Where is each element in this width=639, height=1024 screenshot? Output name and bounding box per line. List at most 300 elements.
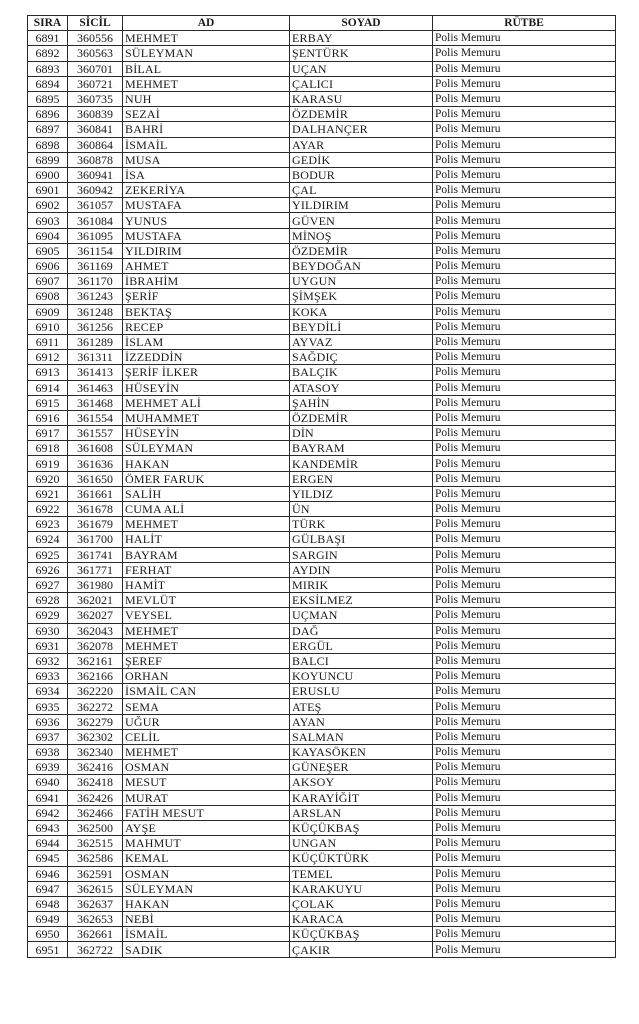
cell-sira: 6919	[28, 456, 68, 471]
cell-ad: HAKAN	[123, 456, 290, 471]
cell-sicil: 361700	[68, 532, 123, 547]
cell-sira: 6950	[28, 927, 68, 942]
cell-sicil: 361095	[68, 228, 123, 243]
cell-rutbe: Polis Memuru	[433, 760, 616, 775]
cell-soyad: ERBAY	[290, 31, 433, 46]
table-row	[28, 547, 616, 562]
cell-ad: İBRAHİM	[123, 274, 290, 289]
table-row	[28, 820, 616, 835]
cell-sicil: 362653	[68, 912, 123, 927]
cell-rutbe: Polis Memuru	[433, 699, 616, 714]
cell-soyad: ERUSLU	[290, 684, 433, 699]
cell-sira: 6915	[28, 395, 68, 410]
cell-sicil: 361678	[68, 502, 123, 517]
cell-sicil: 362500	[68, 820, 123, 835]
cell-soyad: ŞAHİN	[290, 395, 433, 410]
cell-ad: MEHMET ALİ	[123, 395, 290, 410]
cell-sira: 6907	[28, 274, 68, 289]
cell-soyad: UÇAN	[290, 61, 433, 76]
cell-rutbe: Polis Memuru	[433, 775, 616, 790]
cell-sicil: 360841	[68, 122, 123, 137]
cell-soyad: DALHANÇER	[290, 122, 433, 137]
cell-sira: 6898	[28, 137, 68, 152]
cell-sicil: 362661	[68, 927, 123, 942]
cell-sira: 6912	[28, 350, 68, 365]
cell-sicil: 362027	[68, 608, 123, 623]
cell-sira: 6910	[28, 319, 68, 334]
cell-sicil: 360878	[68, 152, 123, 167]
cell-sicil: 361311	[68, 350, 123, 365]
cell-sicil: 360941	[68, 167, 123, 182]
table-row	[28, 593, 616, 608]
cell-sira: 6911	[28, 334, 68, 349]
cell-sicil: 361057	[68, 198, 123, 213]
table-row	[28, 243, 616, 258]
cell-sira: 6941	[28, 790, 68, 805]
table-row	[28, 471, 616, 486]
cell-rutbe: Polis Memuru	[433, 653, 616, 668]
cell-sira: 6935	[28, 699, 68, 714]
cell-sira: 6903	[28, 213, 68, 228]
cell-rutbe: Polis Memuru	[433, 289, 616, 304]
cell-soyad: ÇAL	[290, 183, 433, 198]
cell-sira: 6921	[28, 486, 68, 501]
cell-rutbe: Polis Memuru	[433, 820, 616, 835]
cell-soyad: SARGIN	[290, 547, 433, 562]
cell-soyad: YILDIZ	[290, 486, 433, 501]
cell-ad: KEMAL	[123, 851, 290, 866]
table-row	[28, 562, 616, 577]
cell-soyad: ÜN	[290, 502, 433, 517]
table-row	[28, 881, 616, 896]
cell-soyad: ARSLAN	[290, 805, 433, 820]
cell-ad: ÖMER FARUK	[123, 471, 290, 486]
table-row	[28, 608, 616, 623]
cell-soyad: GÜNEŞER	[290, 760, 433, 775]
cell-ad: VEYSEL	[123, 608, 290, 623]
cell-sicil: 360721	[68, 76, 123, 91]
cell-rutbe: Polis Memuru	[433, 441, 616, 456]
cell-ad: SÜLEYMAN	[123, 441, 290, 456]
cell-sicil: 361289	[68, 334, 123, 349]
cell-rutbe: Polis Memuru	[433, 61, 616, 76]
cell-ad: MEVLÜT	[123, 593, 290, 608]
cell-sira: 6929	[28, 608, 68, 623]
cell-ad: FERHAT	[123, 562, 290, 577]
cell-ad: MEHMET	[123, 623, 290, 638]
cell-sicil: 362078	[68, 638, 123, 653]
cell-sicil: 360556	[68, 31, 123, 46]
cell-rutbe: Polis Memuru	[433, 836, 616, 851]
cell-rutbe: Polis Memuru	[433, 547, 616, 562]
cell-ad: YILDIRIM	[123, 243, 290, 258]
cell-ad: MUSA	[123, 152, 290, 167]
cell-rutbe: Polis Memuru	[433, 456, 616, 471]
cell-sira: 6927	[28, 577, 68, 592]
cell-sicil: 361468	[68, 395, 123, 410]
cell-ad: AYŞE	[123, 820, 290, 835]
table-row	[28, 623, 616, 638]
cell-ad: HÜSEYİN	[123, 380, 290, 395]
cell-ad: OSMAN	[123, 866, 290, 881]
cell-sira: 6917	[28, 426, 68, 441]
cell-ad: UĞUR	[123, 714, 290, 729]
cell-ad: BEKTAŞ	[123, 304, 290, 319]
cell-sicil: 362161	[68, 653, 123, 668]
cell-sira: 6923	[28, 517, 68, 532]
cell-rutbe: Polis Memuru	[433, 380, 616, 395]
cell-ad: HAMİT	[123, 577, 290, 592]
table-row	[28, 502, 616, 517]
cell-sira: 6925	[28, 547, 68, 562]
cell-soyad: ŞENTÜRK	[290, 46, 433, 61]
cell-sira: 6894	[28, 76, 68, 91]
cell-sicil: 361557	[68, 426, 123, 441]
cell-soyad: AYAN	[290, 714, 433, 729]
cell-sira: 6906	[28, 259, 68, 274]
cell-sira: 6909	[28, 304, 68, 319]
cell-soyad: ŞİMŞEK	[290, 289, 433, 304]
cell-soyad: AKSOY	[290, 775, 433, 790]
cell-ad: NUH	[123, 91, 290, 106]
cell-sira: 6924	[28, 532, 68, 547]
table-row	[28, 91, 616, 106]
cell-sira: 6946	[28, 866, 68, 881]
table-row	[28, 334, 616, 349]
table-row	[28, 653, 616, 668]
cell-soyad: UYGUN	[290, 274, 433, 289]
table-row	[28, 213, 616, 228]
cell-sicil: 361650	[68, 471, 123, 486]
cell-soyad: KAYASÖKEN	[290, 745, 433, 760]
table-row	[28, 198, 616, 213]
table-row	[28, 410, 616, 425]
table-row	[28, 775, 616, 790]
cell-sicil: 361636	[68, 456, 123, 471]
cell-ad: İSA	[123, 167, 290, 182]
cell-soyad: MİNOŞ	[290, 228, 433, 243]
table-row	[28, 684, 616, 699]
cell-rutbe: Polis Memuru	[433, 228, 616, 243]
table-row	[28, 517, 616, 532]
cell-ad: ŞERİF	[123, 289, 290, 304]
cell-rutbe: Polis Memuru	[433, 319, 616, 334]
cell-sira: 6951	[28, 942, 68, 957]
cell-soyad: YILDIRIM	[290, 198, 433, 213]
cell-sicil: 361154	[68, 243, 123, 258]
cell-sicil: 362043	[68, 623, 123, 638]
cell-rutbe: Polis Memuru	[433, 395, 616, 410]
cell-sira: 6926	[28, 562, 68, 577]
cell-ad: ŞERİF İLKER	[123, 365, 290, 380]
cell-rutbe: Polis Memuru	[433, 805, 616, 820]
cell-sicil: 361741	[68, 547, 123, 562]
cell-sicil: 362466	[68, 805, 123, 820]
cell-soyad: KANDEMİR	[290, 456, 433, 471]
cell-sira: 6943	[28, 820, 68, 835]
cell-soyad: GÜLBAŞI	[290, 532, 433, 547]
cell-rutbe: Polis Memuru	[433, 593, 616, 608]
table-row	[28, 46, 616, 61]
cell-sicil: 361256	[68, 319, 123, 334]
table-row	[28, 183, 616, 198]
cell-rutbe: Polis Memuru	[433, 137, 616, 152]
cell-rutbe: Polis Memuru	[433, 243, 616, 258]
cell-sira: 6949	[28, 912, 68, 927]
cell-rutbe: Polis Memuru	[433, 486, 616, 501]
header-sira: SIRA	[28, 16, 68, 31]
header-sicil: SİCİL	[68, 16, 123, 31]
cell-sicil: 360942	[68, 183, 123, 198]
table-row	[28, 486, 616, 501]
cell-sira: 6939	[28, 760, 68, 775]
cell-rutbe: Polis Memuru	[433, 669, 616, 684]
cell-rutbe: Polis Memuru	[433, 107, 616, 122]
cell-rutbe: Polis Memuru	[433, 638, 616, 653]
cell-soyad: KARACA	[290, 912, 433, 927]
table-body	[28, 31, 616, 957]
cell-rutbe: Polis Memuru	[433, 562, 616, 577]
cell-ad: MURAT	[123, 790, 290, 805]
cell-sira: 6947	[28, 881, 68, 896]
cell-rutbe: Polis Memuru	[433, 91, 616, 106]
cell-sicil: 362515	[68, 836, 123, 851]
cell-ad: NEBİ	[123, 912, 290, 927]
cell-sicil: 362586	[68, 851, 123, 866]
cell-sira: 6902	[28, 198, 68, 213]
cell-sicil: 361170	[68, 274, 123, 289]
cell-sira: 6905	[28, 243, 68, 258]
cell-ad: İSMAİL	[123, 137, 290, 152]
cell-rutbe: Polis Memuru	[433, 714, 616, 729]
cell-sira: 6920	[28, 471, 68, 486]
cell-sicil: 362426	[68, 790, 123, 805]
cell-rutbe: Polis Memuru	[433, 167, 616, 182]
cell-ad: CUMA ALİ	[123, 502, 290, 517]
cell-sicil: 361169	[68, 259, 123, 274]
cell-ad: MUSTAFA	[123, 228, 290, 243]
table-row	[28, 851, 616, 866]
cell-sicil: 361248	[68, 304, 123, 319]
cell-rutbe: Polis Memuru	[433, 334, 616, 349]
cell-sira: 6918	[28, 441, 68, 456]
table-row	[28, 942, 616, 957]
cell-soyad: ÖZDEMİR	[290, 107, 433, 122]
cell-rutbe: Polis Memuru	[433, 410, 616, 425]
cell-soyad: KARAYİĞİT	[290, 790, 433, 805]
table-row	[28, 441, 616, 456]
table-row	[28, 31, 616, 46]
cell-sicil: 360701	[68, 61, 123, 76]
cell-ad: ŞEREF	[123, 653, 290, 668]
cell-sicil: 361413	[68, 365, 123, 380]
cell-sicil: 362166	[68, 669, 123, 684]
cell-soyad: DİN	[290, 426, 433, 441]
cell-rutbe: Polis Memuru	[433, 152, 616, 167]
cell-soyad: BODUR	[290, 167, 433, 182]
cell-soyad: KÜÇÜKBAŞ	[290, 820, 433, 835]
table-row	[28, 638, 616, 653]
cell-sicil: 362279	[68, 714, 123, 729]
cell-ad: BAHRİ	[123, 122, 290, 137]
cell-rutbe: Polis Memuru	[433, 684, 616, 699]
cell-ad: MEHMET	[123, 31, 290, 46]
cell-ad: MEHMET	[123, 745, 290, 760]
cell-sira: 6936	[28, 714, 68, 729]
cell-ad: CELİL	[123, 729, 290, 744]
cell-ad: YUNUS	[123, 213, 290, 228]
document-page	[27, 15, 616, 958]
table-row	[28, 912, 616, 927]
table-row	[28, 319, 616, 334]
table-row	[28, 760, 616, 775]
cell-ad: HÜSEYİN	[123, 426, 290, 441]
cell-sicil: 362021	[68, 593, 123, 608]
cell-sira: 6892	[28, 46, 68, 61]
cell-ad: MUSTAFA	[123, 198, 290, 213]
table-row	[28, 365, 616, 380]
cell-rutbe: Polis Memuru	[433, 881, 616, 896]
cell-sicil: 362637	[68, 896, 123, 911]
table-row	[28, 836, 616, 851]
header-rutbe: RÜTBE	[433, 16, 616, 31]
cell-rutbe: Polis Memuru	[433, 608, 616, 623]
cell-sira: 6908	[28, 289, 68, 304]
cell-soyad: BEYDİLİ	[290, 319, 433, 334]
cell-ad: İSMAİL CAN	[123, 684, 290, 699]
table-row	[28, 745, 616, 760]
table-row	[28, 107, 616, 122]
cell-sira: 6932	[28, 653, 68, 668]
cell-ad: OSMAN	[123, 760, 290, 775]
cell-sira: 6896	[28, 107, 68, 122]
cell-ad: MESUT	[123, 775, 290, 790]
cell-ad: İZZEDDİN	[123, 350, 290, 365]
cell-sira: 6934	[28, 684, 68, 699]
cell-rutbe: Polis Memuru	[433, 350, 616, 365]
cell-soyad: ATEŞ	[290, 699, 433, 714]
table-row	[28, 714, 616, 729]
table-row	[28, 122, 616, 137]
cell-sira: 6948	[28, 896, 68, 911]
cell-ad: İSLAM	[123, 334, 290, 349]
cell-rutbe: Polis Memuru	[433, 274, 616, 289]
table-row	[28, 152, 616, 167]
cell-sicil: 360563	[68, 46, 123, 61]
table-header-row	[28, 16, 616, 31]
cell-soyad: TEMEL	[290, 866, 433, 881]
cell-sira: 6930	[28, 623, 68, 638]
cell-ad: SÜLEYMAN	[123, 46, 290, 61]
cell-soyad: MIRIK	[290, 577, 433, 592]
cell-rutbe: Polis Memuru	[433, 213, 616, 228]
cell-ad: İSMAİL	[123, 927, 290, 942]
cell-rutbe: Polis Memuru	[433, 942, 616, 957]
cell-sira: 6933	[28, 669, 68, 684]
cell-soyad: KARAKUYU	[290, 881, 433, 896]
cell-ad: FATİH MESUT	[123, 805, 290, 820]
cell-sira: 6945	[28, 851, 68, 866]
cell-sicil: 362302	[68, 729, 123, 744]
cell-sicil: 362340	[68, 745, 123, 760]
cell-sira: 6891	[28, 31, 68, 46]
cell-soyad: KOYUNCU	[290, 669, 433, 684]
cell-rutbe: Polis Memuru	[433, 183, 616, 198]
cell-rutbe: Polis Memuru	[433, 577, 616, 592]
table-row	[28, 350, 616, 365]
cell-ad: MEHMET	[123, 638, 290, 653]
cell-soyad: ÇOLAK	[290, 896, 433, 911]
cell-ad: ZEKERİYA	[123, 183, 290, 198]
cell-ad: MEHMET	[123, 517, 290, 532]
cell-ad: ORHAN	[123, 669, 290, 684]
cell-sicil: 361980	[68, 577, 123, 592]
cell-soyad: EKSİLMEZ	[290, 593, 433, 608]
table-row	[28, 426, 616, 441]
cell-rutbe: Polis Memuru	[433, 46, 616, 61]
cell-soyad: KÜÇÜKTÜRK	[290, 851, 433, 866]
cell-rutbe: Polis Memuru	[433, 259, 616, 274]
cell-ad: MAHMUT	[123, 836, 290, 851]
cell-sicil: 361243	[68, 289, 123, 304]
table-row	[28, 669, 616, 684]
cell-sira: 6922	[28, 502, 68, 517]
cell-sicil: 360839	[68, 107, 123, 122]
cell-soyad: ÖZDEMİR	[290, 243, 433, 258]
cell-rutbe: Polis Memuru	[433, 502, 616, 517]
cell-soyad: BAYRAM	[290, 441, 433, 456]
cell-sicil: 361679	[68, 517, 123, 532]
cell-sicil: 361463	[68, 380, 123, 395]
cell-rutbe: Polis Memuru	[433, 745, 616, 760]
table-row	[28, 274, 616, 289]
cell-rutbe: Polis Memuru	[433, 198, 616, 213]
table-row	[28, 896, 616, 911]
cell-rutbe: Polis Memuru	[433, 927, 616, 942]
cell-soyad: BALCI	[290, 653, 433, 668]
cell-ad: HAKAN	[123, 896, 290, 911]
cell-sira: 6897	[28, 122, 68, 137]
table-row	[28, 259, 616, 274]
cell-ad: SADIK	[123, 942, 290, 957]
cell-ad: MEHMET	[123, 76, 290, 91]
cell-sira: 6899	[28, 152, 68, 167]
cell-soyad: UNGAN	[290, 836, 433, 851]
cell-ad: HALİT	[123, 532, 290, 547]
cell-rutbe: Polis Memuru	[433, 729, 616, 744]
cell-sicil: 361554	[68, 410, 123, 425]
cell-rutbe: Polis Memuru	[433, 304, 616, 319]
table-row	[28, 927, 616, 942]
cell-sira: 6895	[28, 91, 68, 106]
cell-soyad: ERGEN	[290, 471, 433, 486]
cell-ad: BAYRAM	[123, 547, 290, 562]
cell-ad: MUHAMMET	[123, 410, 290, 425]
cell-sira: 6914	[28, 380, 68, 395]
cell-soyad: ATASOY	[290, 380, 433, 395]
table-row	[28, 532, 616, 547]
cell-rutbe: Polis Memuru	[433, 76, 616, 91]
cell-soyad: ÖZDEMİR	[290, 410, 433, 425]
cell-ad: SEMA	[123, 699, 290, 714]
cell-soyad: UÇMAN	[290, 608, 433, 623]
cell-sira: 6893	[28, 61, 68, 76]
cell-rutbe: Polis Memuru	[433, 471, 616, 486]
cell-soyad: KOKA	[290, 304, 433, 319]
cell-sira: 6900	[28, 167, 68, 182]
table-row	[28, 167, 616, 182]
cell-soyad: BEYDOĞAN	[290, 259, 433, 274]
